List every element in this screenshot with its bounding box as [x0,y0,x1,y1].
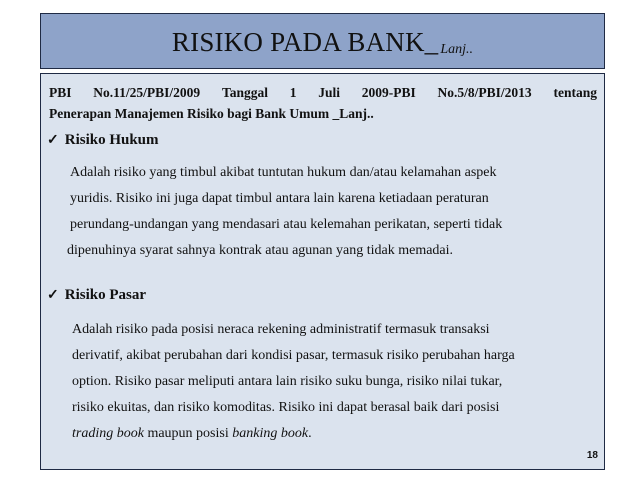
page-number: 18 [586,450,598,461]
intro-line-2: Penerapan Manajemen Risiko bagi Bank Umum _Lanj.. [49,106,374,121]
intro-line-1 [49,82,597,103]
section-heading-label: Risiko Pasar [64,287,146,303]
paragraph-line: perundang-undangan yang mendasari atau kelemahan perikatan, seperti tidak [70,217,503,232]
intro-word: Juli [318,85,341,100]
content-panel [40,73,605,470]
section-heading-label: Risiko Hukum [64,132,159,148]
paragraph-line: dipenuhinya syarat sahnya kontrak atau agunan yang tidak memadai. [67,243,454,258]
checkmark-icon: ✓ [47,133,59,148]
section-paragraph-risiko-hukum [67,160,503,264]
paragraph-line: yuridis. Risiko ini juga dapat timbul antara lain karena ketiadaan peraturan [70,191,489,206]
title-suffix: Lanj.. [440,42,474,57]
section-paragraph-risiko-pasar [72,317,515,447]
title-main: RISIKO PADA BANK_ [171,27,439,57]
intro-word: tentang [553,85,597,100]
paragraph-line: option. Risiko pasar meliputi antara lain risiko suku bunga, risiko nilai tukar, [72,374,503,389]
section-heading-risiko-pasar [47,287,146,304]
checkmark-icon: ✓ [47,288,59,303]
paragraph-line: derivatif, akibat perubahan dari kondisi pasar, termasuk risiko perubahan harga [72,348,515,363]
intro-word: PBI [49,85,72,100]
paragraph-line: Adalah risiko pada posisi neraca rekening administratif termasuk transaksi [72,322,490,337]
connector-text: maupun posisi [143,426,233,441]
slide-title [40,13,605,69]
paragraph-line: risiko ekuitas, dan risiko komoditas. Risiko ini dapat berasal baik dari posisi [72,400,500,415]
intro-text [49,82,597,124]
paragraph-line-last [72,421,515,447]
intro-word: No.11/25/PBI/2009 [93,85,201,100]
intro-word: 2009-PBI [361,85,416,100]
section-heading-risiko-hukum [47,132,159,149]
paragraph-line: Adalah risiko yang timbul akibat tuntutan hukum dan/atau kelamahan aspek [70,165,497,180]
intro-word: Tanggal [221,85,268,100]
intro-word: No.5/8/PBI/2013 [437,85,532,100]
term-banking-book: banking book [232,426,309,441]
term-trading-book: trading book [72,426,144,441]
period: . [308,426,312,441]
intro-word: 1 [289,85,297,100]
